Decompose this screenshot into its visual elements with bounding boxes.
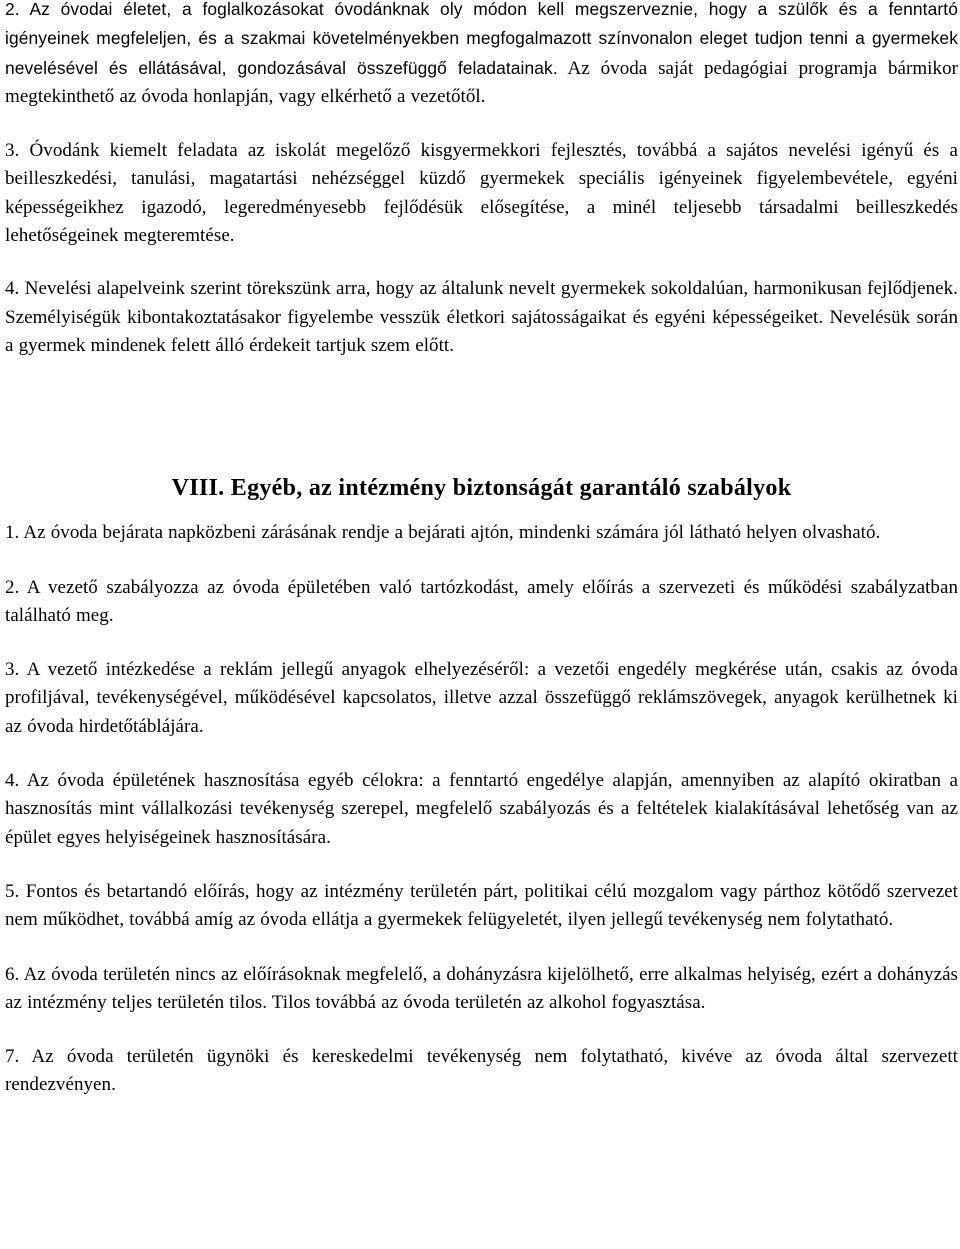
rule-4: 4. Az óvoda épületének hasznosítása egyéb célokra: a fenntartó engedélye alapján, amennyiben az alapító okiratban a hasznosítás mint vállalkozási tevékenység szerepel, megfelelő szabályozás és a feltételek kialakításával lehetőség van az épület egyes helyiségeinek hasznosítására. bbox=[5, 770, 958, 848]
paragraph-2-main-text: 2. Az óvodai életet, a foglalkozásokat óvodánknak oly módon kell megszerveznie, hogy a szülők és a fenntartó igényeinek megfeleljen, és a szakmai követelményekben megfogalmazott színvonalon eleget tudjon tenni a gyermekek nevelésével és ellátásával, gondozásával összefüggő feladatainak. bbox=[5, 0, 958, 78]
paragraph-3: 3. Óvodánk kiemelt feladata az iskolát megelőző kisgyermekkori fejlesztés, továbbá a sajátos nevelési igényű és a beilleszkedési, tanulási, magatartási nehézséggel küzdő gyermekek speciális igényeinek figyelembevétele, egyéni képességeikhez igazodó, legeredményesebb fejlődésük elősegítése, a minél teljesebb társadalmi beilleszkedés lehetőségeinek megteremtése. bbox=[5, 140, 958, 247]
paragraph-4: 4. Nevelési alapelveink szerint törekszünk arra, hogy az általunk nevelt gyermekek sokoldalúan, harmonikusan fejlődjenek. Személyiségük kibontakoztatásakor figyelembe vesszük életkori sajátosságaikat és egyéni képességeiket. Nevelésük során a gyermek mindenek felett álló érdekeit tartjuk szem előtt. bbox=[5, 278, 958, 356]
paragraph-2 bbox=[5, 0, 958, 111]
rule-5: 5. Fontos és betartandó előírás, hogy az intézmény területén párt, politikai célú mozgalom vagy párthoz kötődő szervezet nem működhet, továbbá amíg az óvoda ellátja a gyermekek felügyeletét, ilyen jellegű tevékenység nem folytatható. bbox=[5, 880, 958, 931]
document-page bbox=[5, 0, 958, 1100]
section-viii-title: VIII. Egyéb, az intézmény biztonságát garantáló szabályok bbox=[171, 475, 792, 502]
paragraph-2-program-note: Az óvoda saját pedagógiai programja bármikor megtekinthető az óvoda honlapján, vagy elkérhető a vezetőtől. bbox=[5, 57, 958, 107]
rule-7: 7. Az óvoda területén ügynöki és kereskedelmi tevékenység nem folytatható, kivéve az óvoda által szervezett rendezvényen. bbox=[5, 1046, 958, 1096]
rule-3: 3. A vezető intézkedése a reklám jellegű anyagok elhelyezéséről: a vezetői engedély megkérése után, csakis az óvoda profiljával, tevékenységével, működésével kapcsolatos, illetve azzal összefüggő reklámszövegek, anyagok kerülhetnek ki az óvoda hirdetőtáblájára. bbox=[5, 659, 958, 737]
rule-6: 6. Az óvoda területén nincs az előírásoknak megfelelő, a dohányzásra kijelölhető, erre alkalmas helyiség, ezért a dohányzás az intézmény teljes területén tilos. Tilos továbbá az óvoda területén az alkohol fogyasztása. bbox=[5, 963, 958, 1013]
rule-1: 1. Az óvoda bejárata napközbeni zárásának rendje a bejárati ajtón, mindenki számára jól látható helyen olvasható. bbox=[5, 522, 881, 544]
rule-2: 2. A vezető szabályozza az óvoda épületében való tartózkodást, amely előírás a szervezeti és működési szabályzatban található meg. bbox=[5, 576, 958, 626]
